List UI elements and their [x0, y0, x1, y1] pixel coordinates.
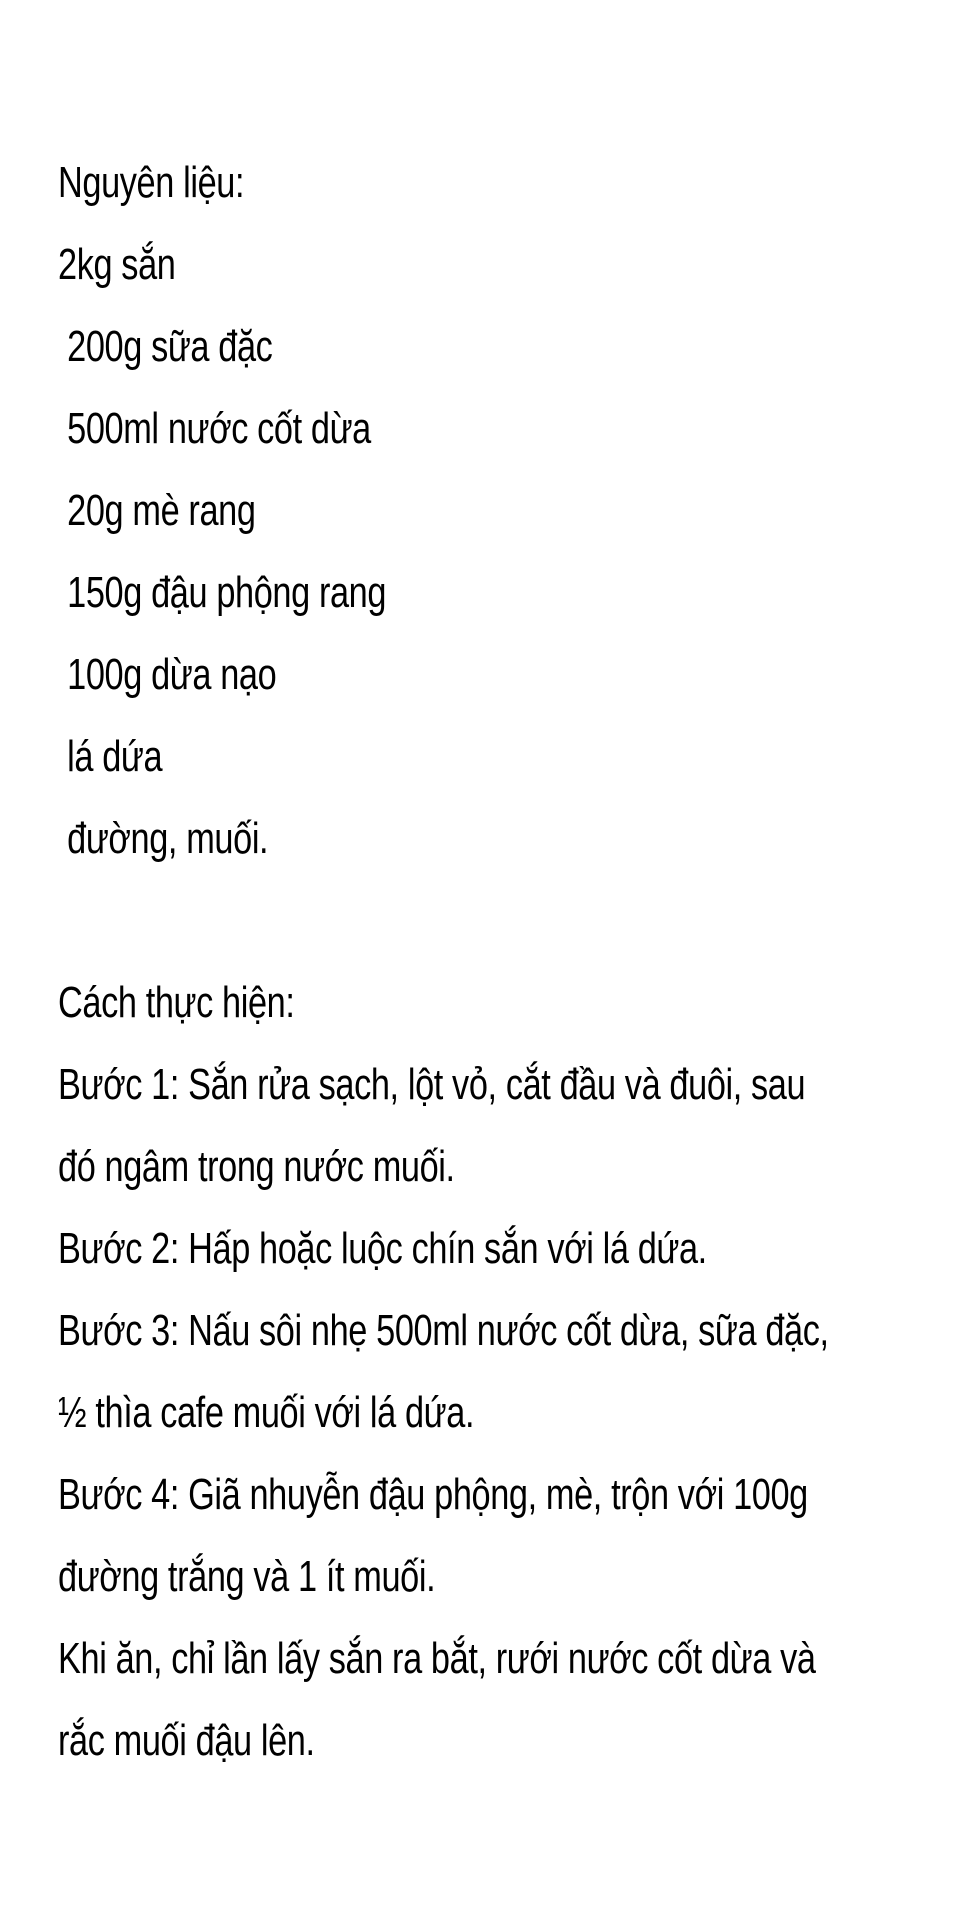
ingredient-item: 150g đậu phộng rang: [58, 568, 387, 617]
method-line: Bước 1: Sắn rửa sạch, lột vỏ, cắt đầu và đuôi, sau: [58, 1060, 806, 1109]
ingredient-item: đường, muối.: [58, 814, 269, 863]
ingredient-item: 200g sữa đặc: [58, 322, 273, 371]
method-line: rắc muối đậu lên.: [58, 1716, 315, 1765]
ingredient-item: 20g mè rang: [58, 486, 256, 535]
method-line: đường trắng và 1 ít muối.: [58, 1552, 436, 1601]
ingredient-item: 500ml nước cốt dừa: [58, 404, 371, 453]
ingredient-item: lá dứa: [58, 732, 163, 781]
method-line: Khi ăn, chỉ lần lấy sắn ra bắt, rưới nước cốt dừa và: [58, 1634, 816, 1683]
method-line: đó ngâm trong nước muối.: [58, 1142, 455, 1191]
method-line: Bước 2: Hấp hoặc luộc chín sắn với lá dứa.: [58, 1224, 707, 1273]
ingredient-item: 100g dừa nạo: [58, 650, 277, 699]
method-line: Bước 3: Nấu sôi nhẹ 500ml nước cốt dừa, sữa đặc,: [58, 1306, 829, 1355]
section-spacer: [58, 880, 958, 962]
ingredients-heading: Nguyên liệu:: [58, 158, 245, 207]
method-line: ½ thìa cafe muối với lá dứa.: [58, 1388, 475, 1437]
ingredient-item: 2kg sắn: [58, 240, 176, 289]
method-heading: Cách thực hiện:: [58, 978, 295, 1027]
method-line: Bước 4: Giã nhuyễn đậu phộng, mè, trộn với 100g: [58, 1470, 808, 1519]
recipe-document: [58, 142, 958, 1782]
